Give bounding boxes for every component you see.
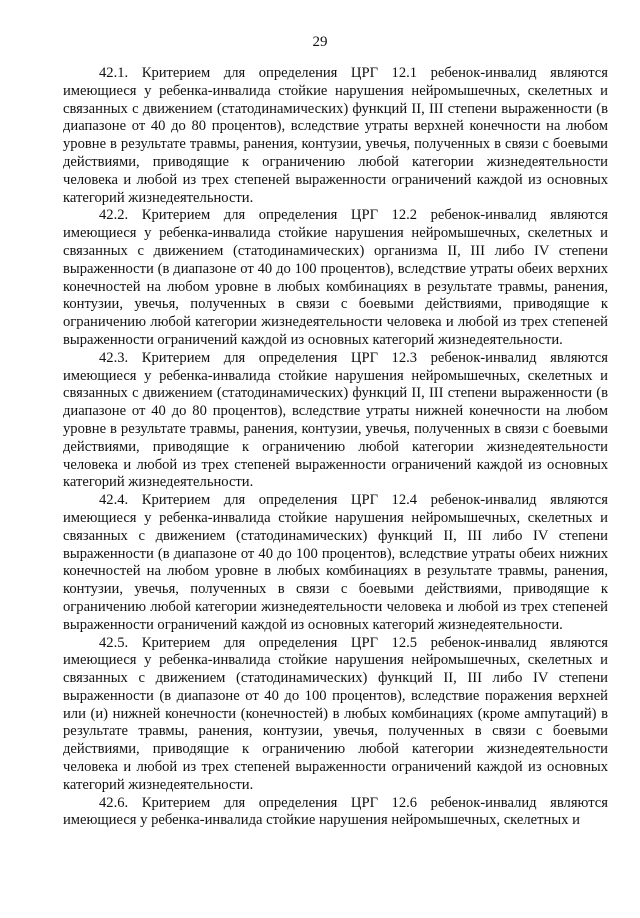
- paragraph-42-6: 42.6. Критерием для определения ЦРГ 12.6 ребенок-инвалид являются имеющиеся у ребенка-инвалида стойкие нарушения нейромышечных, скелетных и: [63, 794, 608, 829]
- paragraph-42-3: 42.3. Критерием для определения ЦРГ 12.3 ребенок-инвалид являются имеющиеся у ребенка-инвалида стойкие нарушения нейромышечных, скелетных и связанных с движением (статодинамических) функций II, III степени выраженности (в диапазоне от 40 до 80 процентов), вследствие утраты нижней конечности на любом уровне в результате травмы, ранения, контузии, увечья, полученных в связи с боевыми действиями, приводящие к ограничению любой категории жизнедеятельности человека и любой из трех степеней выраженности ограничений каждой из основных категорий жизнедеятельности.: [63, 349, 608, 491]
- document-body: [63, 65, 608, 830]
- paragraph-42-4: 42.4. Критерием для определения ЦРГ 12.4 ребенок-инвалид являются имеющиеся у ребенка-инвалида стойкие нарушения нейромышечных, скелетных и связанных с движением (статодинамических) функций II, III либо IV степени выраженности (в диапазоне от 40 до 100 процентов), вследствие утраты обеих нижних конечностей на любом уровне в любых комбинациях в результате травмы, ранения, контузии, увечья, полученных в связи с боевыми действиями, приводящие к ограничению любой категории жизнедеятельности человека и любой из трех степеней выраженности ограничений каждой из основных категорий жизнедеятельности.: [63, 492, 608, 633]
- paragraph-42-1: 42.1. Критерием для определения ЦРГ 12.1 ребенок-инвалид являются имеющиеся у ребенка-инвалида стойкие нарушения нейромышечных, скелетных и связанных с движением (статодинамических) функций II, III степени выраженности (в диапазоне от 40 до 80 процентов), вследствие утраты верхней конечности на любом уровне в результате травмы, ранения, контузии, увечья, полученных в связи с боевыми действиями, приводящие к ограничению любой категории жизнедеятельности человека и любой из трех степеней выраженности ограничений каждой из основных категорий жизнедеятельности.: [63, 65, 608, 206]
- paragraph-42-5: 42.5. Критерием для определения ЦРГ 12.5 ребенок-инвалид являются имеющиеся у ребенка-инвалида стойкие нарушения нейромышечных, скелетных и связанных с движением (статодинамических) функций II, III либо IV степени выраженности (в диапазоне от 40 до 100 процентов), вследствие поражения верхней или (и) нижней конечности (конечностей) в любых комбинациях (кроме ампутаций) в результате травмы, ранения, контузии, увечья, полученных в связи с боевыми действиями, приводящие к ограничению любой категории жизнедеятельности человека и любой из трех степеней выраженности ограничений каждой из основных категорий жизнедеятельности.: [63, 634, 608, 793]
- page-number: 29: [312, 34, 328, 50]
- paragraph-42-2: 42.2. Критерием для определения ЦРГ 12.2 ребенок-инвалид являются имеющиеся у ребенка-инвалида стойкие нарушения нейромышечных, скелетных и связанных с движением (статодинамических) организма II, III либо IV степени выраженности (в диапазоне от 40 до 100 процентов), вследствие утраты обеих верхних конечностей на любом уровне в любых комбинациях в результате травмы, ранения, контузии, увечья, полученных в связи с боевыми действиями, приводящие к ограничению любой категории жизнедеятельности человека и любой из трех степеней выраженности ограничений каждой из основных категорий жизнедеятельности.: [63, 207, 608, 348]
